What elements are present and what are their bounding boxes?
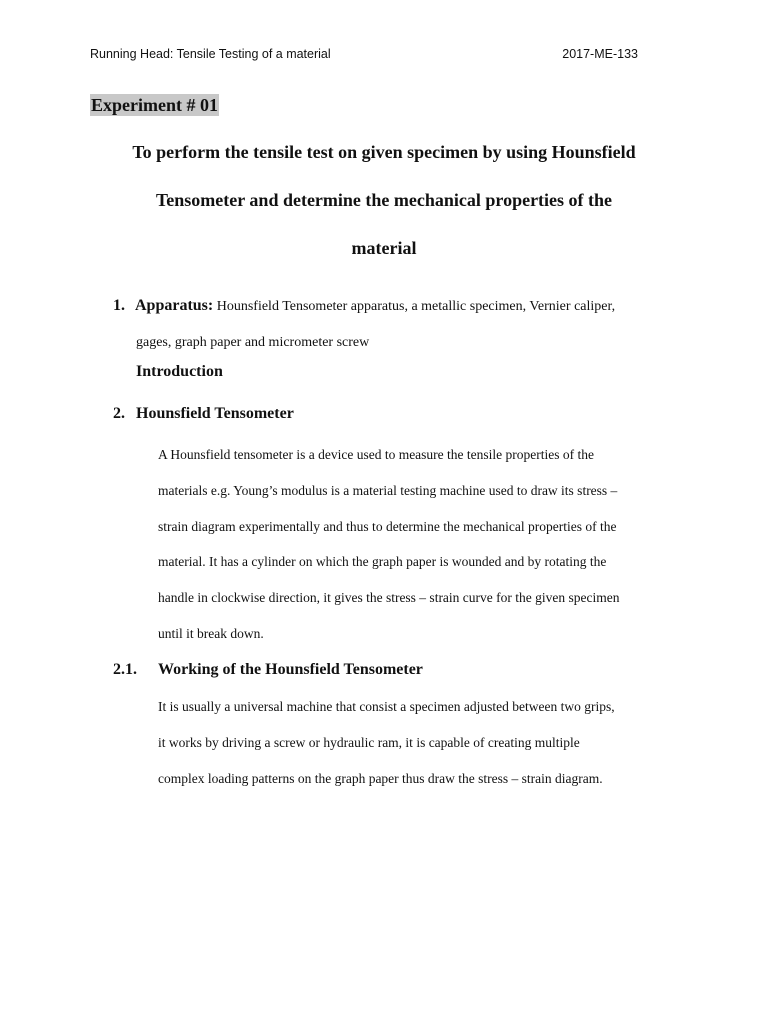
paragraph-line: It is usually a universal machine that consist a specimen adjusted between two grips, bbox=[158, 699, 615, 714]
student-id: 2017-ME-133 bbox=[562, 47, 638, 61]
paragraph-line: A Hounsfield tensometer is a device used to measure the tensile properties of the bbox=[158, 447, 594, 462]
apparatus-text-line2: gages, graph paper and micrometer screw bbox=[136, 335, 370, 350]
paragraph-line: handle in clockwise direction, it gives the stress – strain curve for the given specimen bbox=[158, 590, 620, 606]
paragraph-line: until it break down. bbox=[158, 625, 264, 641]
apparatus-section bbox=[113, 288, 683, 361]
main-title-line: Tensometer and determine the mechanical properties of the bbox=[155, 190, 613, 210]
paragraph-line: it works by driving a screw or hydraulic ram, it is capable of creating multiple bbox=[158, 734, 580, 750]
apparatus-number: 1. bbox=[113, 297, 125, 314]
paragraph-line: materials e.g. Young’s modulus is a material testing machine used to draw its stress – bbox=[158, 482, 618, 498]
section-2-number: 2. bbox=[113, 405, 125, 422]
experiment-title: Experiment # 01 bbox=[91, 95, 218, 115]
apparatus-label: Apparatus: bbox=[135, 297, 214, 314]
running-head-text: Running Head: Tensile Testing of a material bbox=[90, 47, 331, 61]
section-2-title: Hounsfield Tensometer bbox=[136, 405, 294, 422]
section-2-1-title: Working of the Hounsfield Tensometer bbox=[158, 661, 423, 678]
section-2-paragraph bbox=[158, 437, 688, 652]
paragraph-line: strain diagram experimentally and thus to determine the mechanical properties of the bbox=[158, 518, 617, 534]
section-2-heading bbox=[113, 405, 294, 423]
section-2-1-paragraph bbox=[158, 689, 688, 796]
introduction-heading: Introduction bbox=[136, 363, 223, 380]
main-title-line: material bbox=[351, 238, 417, 258]
running-header bbox=[90, 47, 638, 61]
paragraph-line: material. It has a cylinder on which the graph paper is wounded and by rotating the bbox=[158, 554, 607, 570]
main-title bbox=[90, 128, 678, 272]
main-title-line: To perform the tensile test on given specimen by using Hounsfield bbox=[132, 142, 636, 162]
apparatus-text: Hounsfield Tensometer apparatus, a metallic specimen, Vernier caliper, bbox=[213, 299, 616, 314]
paragraph-line: complex loading patterns on the graph paper thus draw the stress – strain diagram. bbox=[158, 770, 603, 786]
section-2-1-heading bbox=[113, 661, 423, 679]
section-2-1-number: 2.1. bbox=[113, 661, 137, 678]
